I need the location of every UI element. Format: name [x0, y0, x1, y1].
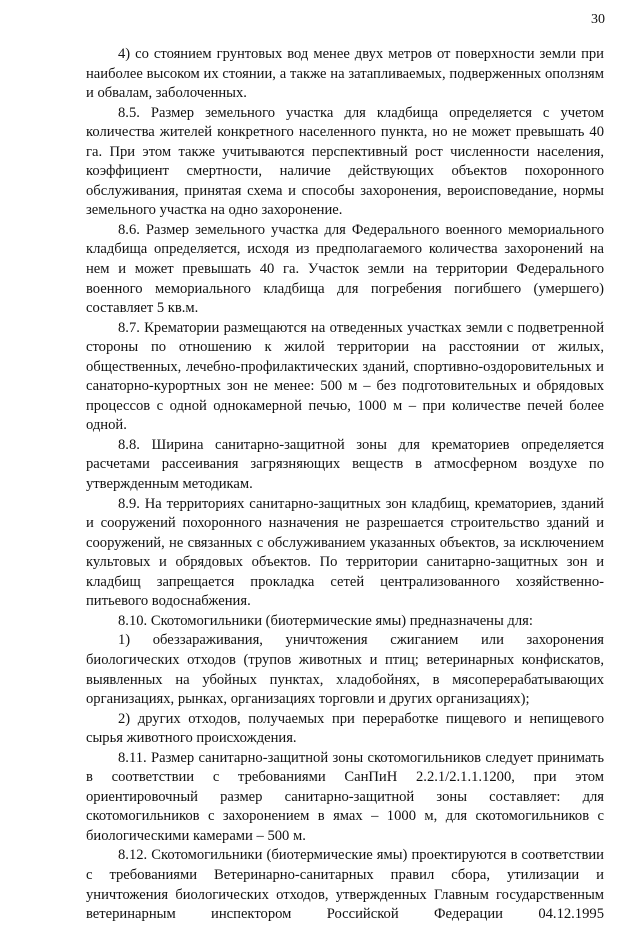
paragraph-8-5: 8.5. Размер земельного участка для кладбища определяется с учетом количества жителей конкретного населенного пункта, но не может превышать 40 га. При этом также учитываются перспективный рост численности населения, коэффициент смертности, наличие действующих объектов похоронного обслуживания, принятая схема и способы захоронения, вероисповедание, нормы земельного участка на одно захоронение. [86, 104, 604, 219]
page-number: 30 [591, 12, 605, 27]
document-body [86, 45, 604, 925]
paragraph-8-9: 8.9. На территориях санитарно-защитных зон кладбищ, крематориев, зданий и сооружений похоронного назначения не разрешается строительство зданий и сооружений, не связанных с обслуживанием указанных объектов, за исключением культовых и обрядовых объектов. По территории санитарно-защитных зон и кладбищ запрещается прокладка сетей централизованного хозяйственно-питьевого водоснабжения. [86, 495, 604, 610]
paragraph-8-10-item-1: 1) обеззараживания, уничтожения сжиганием или захоронения биологических отходов (трупов животных и птиц; ветеринарных конфискатов, выявленных на убойных пунктах, хладобойнях, в мясоперерабатывающих организациях, рынках, организациях торговли и других организациях); [86, 632, 604, 708]
paragraph-item-4: 4) со стоянием грунтовых вод менее двух метров от поверхности земли при наиболее высоком их стоянии, а также на затапливаемых, подверженных оползням и обвалам, заболоченных. [86, 46, 604, 102]
paragraph-8-10: 8.10. Скотомогильники (биотермические ямы) предназначены для: [118, 612, 533, 629]
paragraph-8-6: 8.6. Размер земельного участка для Федерального военного мемориального кладбища определяется, исходя из предполагаемого количества захоронений на нем и может превышать 40 га. Участок земли на территории Федерального военного мемориального кладбища для погребения погибшего (умершего) составляет 5 кв.м. [86, 221, 604, 317]
paragraph-8-7: 8.7. Крематории размещаются на отведенных участках земли с подветренной стороны по отношению к жилой территории на расстоянии от жилых, общественных, лечебно-профилактических зданий, спортивно-оздоровительных и санаторно-курортных зон не менее: 500 м – без подготовительных и обрядовых процессов с одной однокамерной печью, 1000 м – при количестве печей более одной. [86, 319, 604, 434]
paragraph-8-12: 8.12. Скотомогильники (биотермические ямы) проектируются в соответствии с требованиями Ветеринарно-санитарных правил сбора, утилизации и уничтожения биологических отходов, утвержденных Главным государственным ветеринарным инспектором Российской Федерации 04.12.1995 [86, 847, 604, 923]
paragraph-8-11: 8.11. Размер санитарно-защитной зоны скотомогильников следует принимать в соответствии с требованиями СанПиН 2.2.1/2.1.1.1200, при этом ориентировочный размер санитарно-защитной зоны составляет: для скотомогильников с захоронением в ямах – 1000 м, для скотомогильников с биологическими камерами – 500 м. [86, 749, 604, 844]
paragraph-8-10-item-2: 2) других отходов, получаемых при переработке пищевого и непищевого сырья животного происхождения. [86, 710, 604, 747]
paragraph-8-8: 8.8. Ширина санитарно-защитной зоны для крематориев определяется расчетами рассеивания загрязняющих веществ в атмосферном воздухе по утвержденным методикам. [86, 436, 604, 493]
